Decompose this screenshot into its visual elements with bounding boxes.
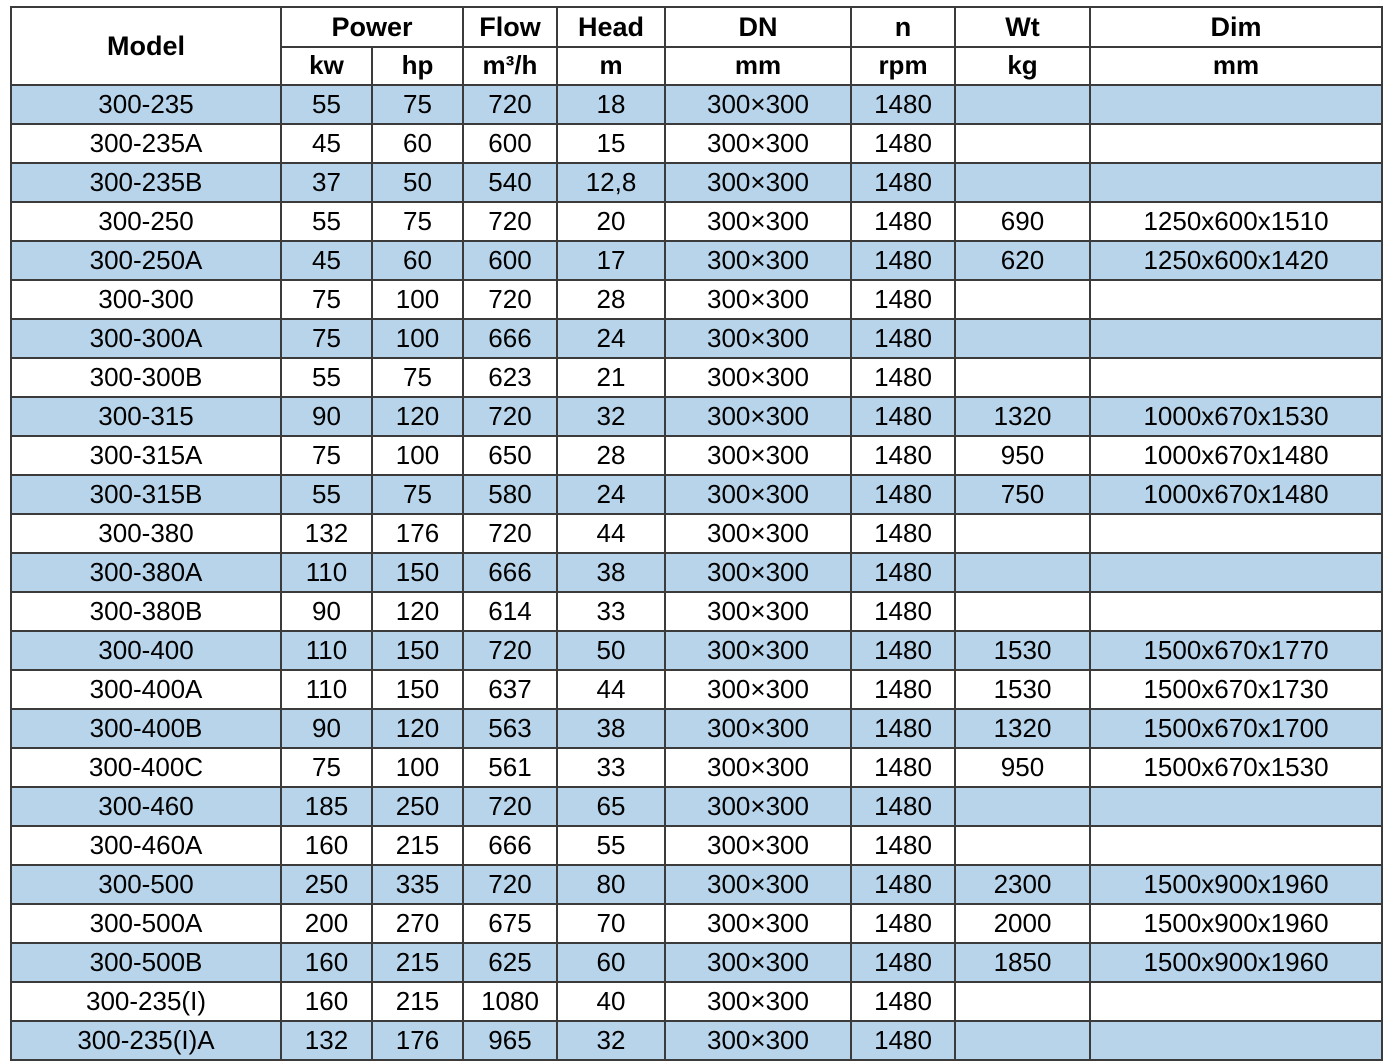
cell-n: 1480 <box>851 1021 955 1060</box>
cell-wt: 950 <box>955 748 1090 787</box>
cell-n: 1480 <box>851 982 955 1021</box>
table-row <box>11 280 1382 319</box>
cell-model: 300-400A <box>11 670 281 709</box>
cell-model: 300-380B <box>11 592 281 631</box>
cell-hp: 60 <box>372 241 463 280</box>
cell-flow: 720 <box>463 202 557 241</box>
cell-kw: 185 <box>281 787 372 826</box>
cell-model: 300-500A <box>11 904 281 943</box>
cell-flow: 666 <box>463 553 557 592</box>
cell-flow: 666 <box>463 319 557 358</box>
cell-hp: 176 <box>372 514 463 553</box>
cell-dim: 1250x600x1510 <box>1090 202 1382 241</box>
cell-kw: 55 <box>281 85 372 124</box>
cell-wt: 1320 <box>955 397 1090 436</box>
cell-kw: 160 <box>281 943 372 982</box>
cell-hp: 270 <box>372 904 463 943</box>
cell-dim <box>1090 163 1382 202</box>
cell-n: 1480 <box>851 631 955 670</box>
cell-dn: 300×300 <box>665 85 851 124</box>
cell-dn: 300×300 <box>665 553 851 592</box>
cell-wt <box>955 319 1090 358</box>
cell-model: 300-460 <box>11 787 281 826</box>
cell-flow: 666 <box>463 826 557 865</box>
cell-head: 24 <box>557 319 665 358</box>
cell-head: 32 <box>557 397 665 436</box>
cell-dn: 300×300 <box>665 124 851 163</box>
cell-dim: 1500x900x1960 <box>1090 904 1382 943</box>
table-row <box>11 475 1382 514</box>
cell-n: 1480 <box>851 748 955 787</box>
cell-dim: 1000x670x1480 <box>1090 436 1382 475</box>
cell-head: 18 <box>557 85 665 124</box>
unit-header-flow: m³/h <box>463 47 557 85</box>
cell-hp: 335 <box>372 865 463 904</box>
cell-dn: 300×300 <box>665 436 851 475</box>
cell-dn: 300×300 <box>665 1021 851 1060</box>
cell-dn: 300×300 <box>665 670 851 709</box>
cell-wt <box>955 514 1090 553</box>
cell-head: 20 <box>557 202 665 241</box>
cell-flow: 600 <box>463 124 557 163</box>
cell-model: 300-300B <box>11 358 281 397</box>
cell-kw: 90 <box>281 709 372 748</box>
table-row <box>11 787 1382 826</box>
cell-dim <box>1090 514 1382 553</box>
cell-dn: 300×300 <box>665 397 851 436</box>
cell-dn: 300×300 <box>665 787 851 826</box>
cell-dn: 300×300 <box>665 709 851 748</box>
cell-model: 300-235A <box>11 124 281 163</box>
cell-kw: 90 <box>281 397 372 436</box>
table-row <box>11 631 1382 670</box>
cell-n: 1480 <box>851 514 955 553</box>
unit-header-hp: hp <box>372 47 463 85</box>
cell-wt: 2300 <box>955 865 1090 904</box>
cell-flow: 720 <box>463 280 557 319</box>
cell-wt: 1530 <box>955 670 1090 709</box>
cell-wt <box>955 358 1090 397</box>
cell-wt: 2000 <box>955 904 1090 943</box>
cell-model: 300-315 <box>11 397 281 436</box>
cell-n: 1480 <box>851 826 955 865</box>
table-row <box>11 436 1382 475</box>
cell-n: 1480 <box>851 865 955 904</box>
cell-model: 300-400C <box>11 748 281 787</box>
cell-hp: 75 <box>372 475 463 514</box>
cell-n: 1480 <box>851 709 955 748</box>
unit-header-dn: mm <box>665 47 851 85</box>
cell-dn: 300×300 <box>665 943 851 982</box>
cell-kw: 250 <box>281 865 372 904</box>
cell-dim <box>1090 826 1382 865</box>
cell-dim: 1500x900x1960 <box>1090 865 1382 904</box>
cell-model: 300-500B <box>11 943 281 982</box>
cell-n: 1480 <box>851 202 955 241</box>
cell-dn: 300×300 <box>665 748 851 787</box>
cell-flow: 625 <box>463 943 557 982</box>
cell-flow: 1080 <box>463 982 557 1021</box>
cell-flow: 720 <box>463 631 557 670</box>
cell-kw: 132 <box>281 1021 372 1060</box>
cell-head: 32 <box>557 1021 665 1060</box>
cell-head: 65 <box>557 787 665 826</box>
column-header-wt: Wt <box>955 7 1090 47</box>
cell-dn: 300×300 <box>665 280 851 319</box>
cell-wt <box>955 124 1090 163</box>
cell-dn: 300×300 <box>665 631 851 670</box>
cell-model: 300-250 <box>11 202 281 241</box>
table-row <box>11 592 1382 631</box>
cell-n: 1480 <box>851 943 955 982</box>
cell-dn: 300×300 <box>665 514 851 553</box>
cell-model: 300-235(I) <box>11 982 281 1021</box>
cell-head: 80 <box>557 865 665 904</box>
cell-hp: 120 <box>372 592 463 631</box>
cell-hp: 215 <box>372 982 463 1021</box>
cell-wt <box>955 280 1090 319</box>
cell-dn: 300×300 <box>665 475 851 514</box>
column-header-dim: Dim <box>1090 7 1382 47</box>
cell-hp: 100 <box>372 319 463 358</box>
cell-hp: 250 <box>372 787 463 826</box>
cell-dim: 1500x670x1700 <box>1090 709 1382 748</box>
cell-n: 1480 <box>851 670 955 709</box>
cell-flow: 720 <box>463 865 557 904</box>
table-row <box>11 85 1382 124</box>
cell-flow: 965 <box>463 1021 557 1060</box>
cell-hp: 75 <box>372 85 463 124</box>
cell-kw: 110 <box>281 553 372 592</box>
cell-wt: 1320 <box>955 709 1090 748</box>
table-row <box>11 124 1382 163</box>
cell-kw: 75 <box>281 319 372 358</box>
cell-head: 55 <box>557 826 665 865</box>
table-row <box>11 202 1382 241</box>
cell-head: 28 <box>557 436 665 475</box>
cell-hp: 75 <box>372 358 463 397</box>
cell-wt: 750 <box>955 475 1090 514</box>
cell-flow: 580 <box>463 475 557 514</box>
cell-hp: 100 <box>372 748 463 787</box>
cell-dim <box>1090 85 1382 124</box>
cell-wt <box>955 85 1090 124</box>
cell-wt: 690 <box>955 202 1090 241</box>
cell-head: 17 <box>557 241 665 280</box>
cell-hp: 120 <box>372 397 463 436</box>
cell-model: 300-235 <box>11 85 281 124</box>
cell-flow: 600 <box>463 241 557 280</box>
cell-head: 40 <box>557 982 665 1021</box>
cell-head: 50 <box>557 631 665 670</box>
table-row <box>11 163 1382 202</box>
cell-dim <box>1090 592 1382 631</box>
table-row <box>11 358 1382 397</box>
cell-kw: 110 <box>281 670 372 709</box>
cell-n: 1480 <box>851 397 955 436</box>
cell-dim: 1500x670x1730 <box>1090 670 1382 709</box>
cell-model: 300-315A <box>11 436 281 475</box>
column-header-head: Head <box>557 7 665 47</box>
table-row <box>11 865 1382 904</box>
cell-n: 1480 <box>851 280 955 319</box>
cell-kw: 160 <box>281 826 372 865</box>
cell-flow: 720 <box>463 787 557 826</box>
cell-dn: 300×300 <box>665 982 851 1021</box>
cell-kw: 45 <box>281 124 372 163</box>
unit-header-head: m <box>557 47 665 85</box>
cell-n: 1480 <box>851 241 955 280</box>
cell-wt <box>955 163 1090 202</box>
header-row-titles <box>11 7 1382 47</box>
cell-kw: 110 <box>281 631 372 670</box>
table-row <box>11 319 1382 358</box>
cell-wt <box>955 1021 1090 1060</box>
column-header-power: Power <box>281 7 463 47</box>
cell-dn: 300×300 <box>665 163 851 202</box>
unit-header-n: rpm <box>851 47 955 85</box>
cell-dim <box>1090 553 1382 592</box>
cell-n: 1480 <box>851 124 955 163</box>
column-header-dn: DN <box>665 7 851 47</box>
cell-dim <box>1090 280 1382 319</box>
cell-n: 1480 <box>851 436 955 475</box>
cell-head: 15 <box>557 124 665 163</box>
table-row <box>11 241 1382 280</box>
cell-hp: 150 <box>372 553 463 592</box>
cell-head: 38 <box>557 553 665 592</box>
cell-wt <box>955 982 1090 1021</box>
cell-dim <box>1090 124 1382 163</box>
cell-hp: 176 <box>372 1021 463 1060</box>
cell-wt <box>955 826 1090 865</box>
cell-kw: 75 <box>281 280 372 319</box>
cell-model: 300-380A <box>11 553 281 592</box>
cell-model: 300-250A <box>11 241 281 280</box>
cell-wt <box>955 787 1090 826</box>
cell-model: 300-400B <box>11 709 281 748</box>
cell-dim: 1000x670x1480 <box>1090 475 1382 514</box>
cell-hp: 60 <box>372 124 463 163</box>
unit-header-dim: mm <box>1090 47 1382 85</box>
cell-dn: 300×300 <box>665 202 851 241</box>
cell-hp: 120 <box>372 709 463 748</box>
table-row <box>11 982 1382 1021</box>
cell-n: 1480 <box>851 319 955 358</box>
cell-head: 33 <box>557 748 665 787</box>
cell-wt: 1850 <box>955 943 1090 982</box>
cell-flow: 561 <box>463 748 557 787</box>
cell-n: 1480 <box>851 553 955 592</box>
cell-head: 60 <box>557 943 665 982</box>
cell-dim: 1500x900x1960 <box>1090 943 1382 982</box>
cell-head: 44 <box>557 670 665 709</box>
cell-flow: 675 <box>463 904 557 943</box>
cell-model: 300-500 <box>11 865 281 904</box>
cell-flow: 623 <box>463 358 557 397</box>
cell-model: 300-300 <box>11 280 281 319</box>
cell-head: 12,8 <box>557 163 665 202</box>
table-row <box>11 904 1382 943</box>
cell-hp: 215 <box>372 826 463 865</box>
cell-hp: 75 <box>372 202 463 241</box>
cell-head: 33 <box>557 592 665 631</box>
cell-model: 300-315B <box>11 475 281 514</box>
cell-kw: 75 <box>281 436 372 475</box>
table-row <box>11 670 1382 709</box>
cell-head: 28 <box>557 280 665 319</box>
cell-dim: 1250x600x1420 <box>1090 241 1382 280</box>
cell-kw: 55 <box>281 202 372 241</box>
cell-wt: 1530 <box>955 631 1090 670</box>
cell-kw: 132 <box>281 514 372 553</box>
cell-n: 1480 <box>851 592 955 631</box>
table-row <box>11 397 1382 436</box>
table-row <box>11 826 1382 865</box>
cell-kw: 55 <box>281 475 372 514</box>
cell-model: 300-380 <box>11 514 281 553</box>
cell-flow: 614 <box>463 592 557 631</box>
cell-dim <box>1090 1021 1382 1060</box>
cell-wt <box>955 592 1090 631</box>
cell-flow: 720 <box>463 85 557 124</box>
unit-header-wt: kg <box>955 47 1090 85</box>
cell-dn: 300×300 <box>665 904 851 943</box>
cell-hp: 150 <box>372 670 463 709</box>
cell-wt: 620 <box>955 241 1090 280</box>
cell-hp: 100 <box>372 280 463 319</box>
cell-model: 300-300A <box>11 319 281 358</box>
table-row <box>11 748 1382 787</box>
cell-n: 1480 <box>851 85 955 124</box>
cell-kw: 55 <box>281 358 372 397</box>
cell-head: 24 <box>557 475 665 514</box>
cell-dim: 1000x670x1530 <box>1090 397 1382 436</box>
cell-flow: 637 <box>463 670 557 709</box>
cell-model: 300-235B <box>11 163 281 202</box>
table-body <box>11 85 1382 1060</box>
cell-n: 1480 <box>851 475 955 514</box>
cell-head: 70 <box>557 904 665 943</box>
cell-dim: 1500x670x1770 <box>1090 631 1382 670</box>
cell-kw: 37 <box>281 163 372 202</box>
cell-kw: 160 <box>281 982 372 1021</box>
cell-flow: 720 <box>463 397 557 436</box>
table-row <box>11 709 1382 748</box>
table-row <box>11 943 1382 982</box>
cell-dim <box>1090 787 1382 826</box>
cell-model: 300-235(I)A <box>11 1021 281 1060</box>
cell-dim <box>1090 319 1382 358</box>
cell-wt <box>955 553 1090 592</box>
table-row <box>11 514 1382 553</box>
cell-hp: 100 <box>372 436 463 475</box>
cell-kw: 75 <box>281 748 372 787</box>
pump-specification-table <box>10 6 1383 1061</box>
cell-dn: 300×300 <box>665 319 851 358</box>
cell-dn: 300×300 <box>665 592 851 631</box>
cell-hp: 150 <box>372 631 463 670</box>
cell-hp: 50 <box>372 163 463 202</box>
cell-head: 44 <box>557 514 665 553</box>
cell-dn: 300×300 <box>665 826 851 865</box>
cell-flow: 650 <box>463 436 557 475</box>
table-row <box>11 553 1382 592</box>
unit-header-kw: kw <box>281 47 372 85</box>
cell-n: 1480 <box>851 358 955 397</box>
cell-kw: 90 <box>281 592 372 631</box>
cell-kw: 45 <box>281 241 372 280</box>
cell-n: 1480 <box>851 904 955 943</box>
column-header-model: Model <box>11 7 281 85</box>
cell-flow: 720 <box>463 514 557 553</box>
cell-dim <box>1090 982 1382 1021</box>
cell-kw: 200 <box>281 904 372 943</box>
cell-n: 1480 <box>851 163 955 202</box>
cell-head: 21 <box>557 358 665 397</box>
column-header-n: n <box>851 7 955 47</box>
column-header-flow: Flow <box>463 7 557 47</box>
table-row <box>11 1021 1382 1060</box>
cell-dim: 1500x670x1530 <box>1090 748 1382 787</box>
cell-flow: 563 <box>463 709 557 748</box>
cell-n: 1480 <box>851 787 955 826</box>
cell-dn: 300×300 <box>665 241 851 280</box>
cell-head: 38 <box>557 709 665 748</box>
cell-dn: 300×300 <box>665 358 851 397</box>
cell-wt: 950 <box>955 436 1090 475</box>
table-header <box>11 7 1382 85</box>
cell-dim <box>1090 358 1382 397</box>
cell-model: 300-460A <box>11 826 281 865</box>
cell-dn: 300×300 <box>665 865 851 904</box>
cell-hp: 215 <box>372 943 463 982</box>
cell-flow: 540 <box>463 163 557 202</box>
cell-model: 300-400 <box>11 631 281 670</box>
